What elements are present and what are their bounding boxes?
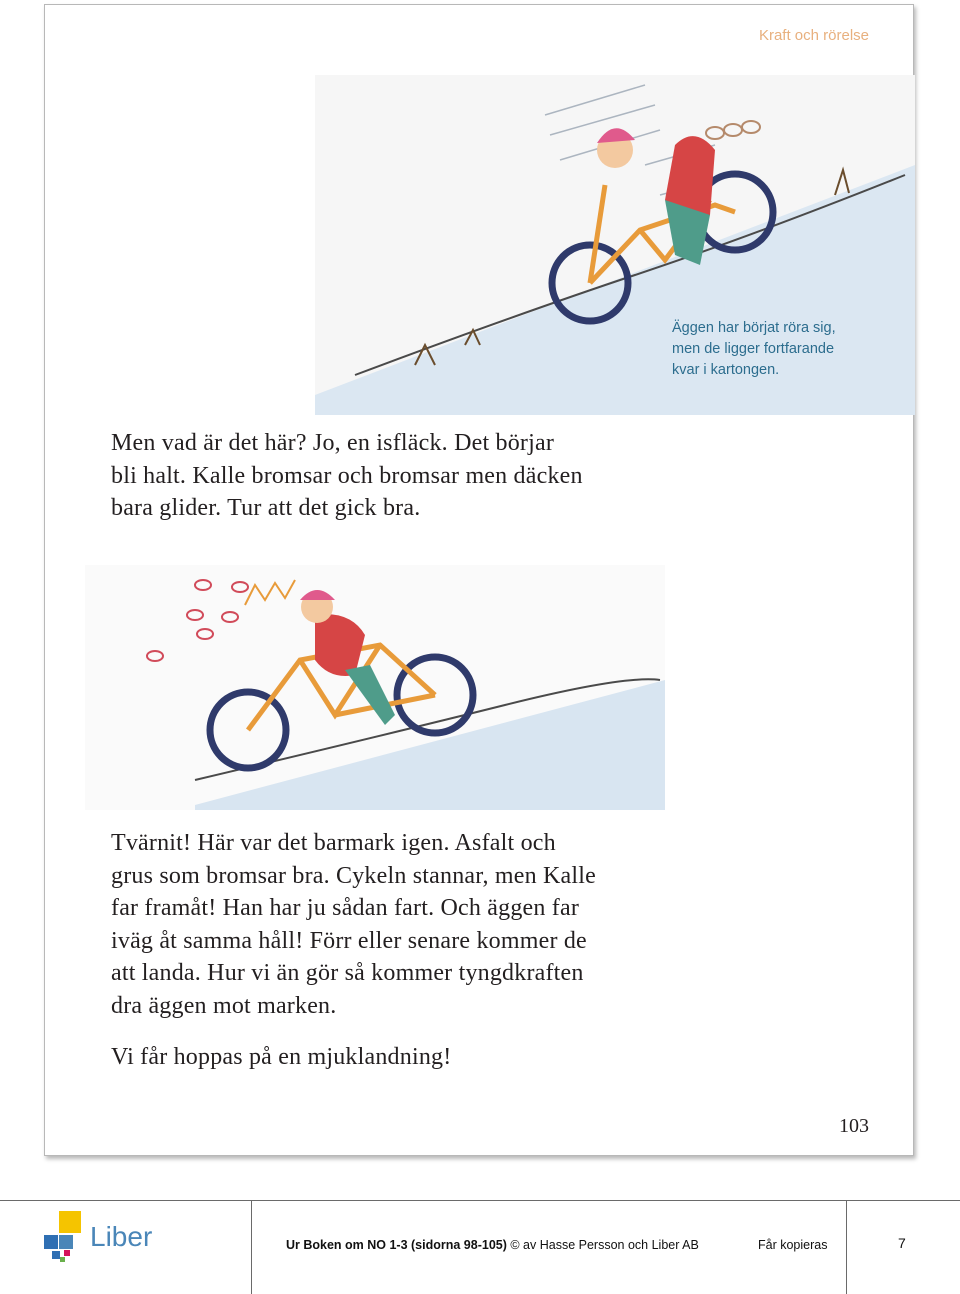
book-page [44, 4, 914, 1156]
footer-divider [251, 1201, 252, 1294]
paragraph-1-line-3: bara glider. Tur att det gick bra. [111, 495, 421, 521]
caption-top [672, 318, 836, 381]
caption-top-line-2: men de ligger fortfarande [672, 341, 835, 357]
paragraph-2-line-1: Tvärnit! Här var det barmark igen. Asfalt och [111, 830, 556, 856]
footer-credit-copyright: © av Hasse Persson och Liber AB [506, 1238, 699, 1252]
paragraph-2-line-5: att landa. Hur vi än gör så kommer tyngdkraften [111, 960, 584, 986]
paragraph-2-line-2: grus som bromsar bra. Cykeln stannar, men Kalle [111, 862, 596, 889]
illustration-cyclist-stop [85, 565, 665, 810]
paragraph-1-line-1: Men vad är det här? Jo, en isfläck. Det börjar [111, 430, 555, 456]
page-number: 103 [839, 1115, 869, 1137]
footer-divider [846, 1201, 847, 1294]
footer-bar [0, 1200, 960, 1294]
paragraph-2-line-6: dra äggen mot marken. [111, 992, 337, 1019]
paragraph-2-line-3: far framåt! Han har ju sådan fart. Och äggen far [111, 895, 580, 921]
caption-top-line-1: Äggen har börjat röra sig, [672, 320, 836, 336]
caption-top-line-3: kvar i kartongen. [672, 362, 780, 378]
footer-credit-title: Ur Boken om NO 1-3 (sidorna 98-105) [286, 1238, 507, 1252]
paragraph-2 [111, 827, 671, 1022]
paragraph-3: Vi får hoppas på en mjuklandning! [111, 1044, 452, 1070]
liber-logo-icon [44, 1211, 84, 1272]
section-title: Kraft och rörelse [758, 27, 869, 44]
footer-credit [286, 1238, 699, 1252]
paragraph-2-line-4: iväg åt samma håll! Förr eller senare kommer de [111, 927, 587, 954]
liber-logo-text: Liber [90, 1221, 153, 1252]
footer-sheet-number: 7 [898, 1235, 906, 1251]
paragraph-1 [111, 427, 671, 525]
footer-copies: Får kopieras [758, 1238, 828, 1252]
paragraph-1-line-2: bli halt. Kalle bromsar och bromsar men däcken [111, 462, 583, 489]
